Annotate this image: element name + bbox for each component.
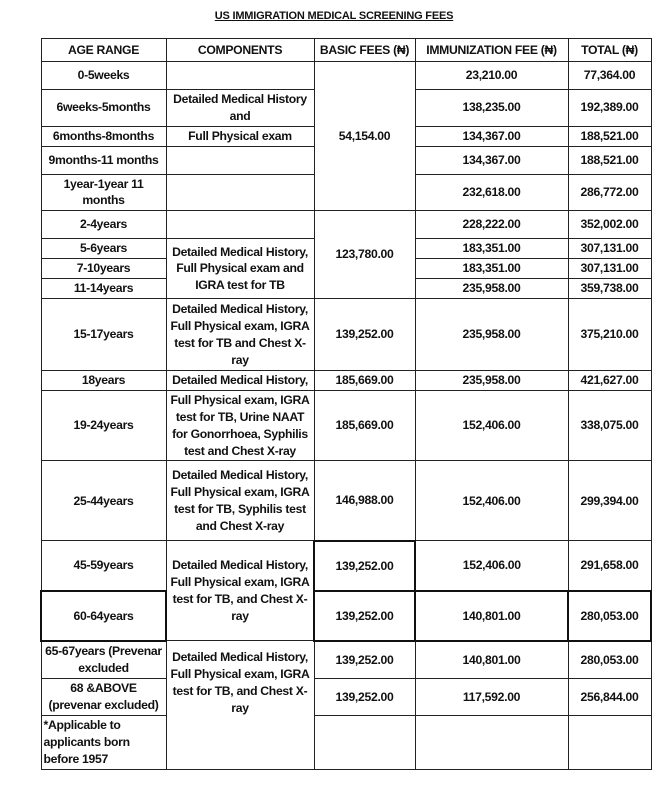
immunization-cell: 140,801.00 (415, 591, 568, 641)
age-cell: 6months-8months (41, 126, 166, 146)
immunization-cell: 138,235.00 (415, 90, 568, 127)
age-cell: 5-6years (41, 239, 166, 259)
immunization-cell: 23,210.00 (415, 62, 568, 90)
basic-fee-cell: 139,252.00 (314, 541, 415, 591)
components-cell: Full Physical exam (166, 126, 314, 146)
total-cell: 188,521.00 (568, 126, 651, 146)
total-cell: 188,521.00 (568, 146, 651, 174)
age-cell: 19-24years (41, 391, 166, 461)
table-row (41, 641, 651, 679)
table-row (41, 591, 651, 641)
immunization-cell: 235,958.00 (415, 279, 568, 299)
immunization-cell: 152,406.00 (415, 541, 568, 591)
immunization-cell: 134,367.00 (415, 126, 568, 146)
age-cell: 2-4years (41, 211, 166, 239)
total-cell: 421,627.00 (568, 371, 651, 391)
total-cell: 77,364.00 (568, 62, 651, 90)
total-cell: 307,131.00 (568, 259, 651, 279)
footnote-cell: *Applicable to applicants born before 1957 (41, 716, 166, 770)
age-cell: 9months-11 months (41, 146, 166, 174)
immunization-cell: 228,222.00 (415, 211, 568, 239)
header-total: TOTAL (₦) (568, 39, 651, 62)
total-cell: 299,394.00 (568, 461, 651, 541)
components-cell: Detailed Medical History, Full Physical exam, IGRA test for TB and Chest X-ray (166, 299, 314, 371)
components-cell: Detailed Medical History, Full Physical exam, IGRA test for TB, and Chest X-ray (166, 641, 314, 770)
components-cell-empty (166, 174, 314, 211)
immunization-cell: 235,958.00 (415, 299, 568, 371)
age-cell: 68 &ABOVE (prevenar excluded) (41, 679, 166, 716)
total-cell: 375,210.00 (568, 299, 651, 371)
total-cell: 280,053.00 (568, 641, 651, 679)
components-cell: Detailed Medical History, (166, 371, 314, 391)
table-row (41, 211, 651, 239)
components-cell-empty (166, 146, 314, 174)
total-cell: 256,844.00 (568, 679, 651, 716)
age-cell: 45-59years (41, 541, 166, 591)
header-age-range: AGE RANGE (41, 39, 166, 62)
empty-cell (568, 716, 651, 770)
basic-fee-cell: 54,154.00 (314, 62, 415, 211)
total-cell: 352,002.00 (568, 211, 651, 239)
immunization-cell: 235,958.00 (415, 371, 568, 391)
basic-fee-cell: 139,252.00 (314, 679, 415, 716)
total-cell: 291,658.00 (568, 541, 651, 591)
immunization-cell: 232,618.00 (415, 174, 568, 211)
age-cell: 15-17years (41, 299, 166, 371)
header-basic-fees: BASIC FEES (₦) (314, 39, 415, 62)
age-cell: 6weeks-5months (41, 90, 166, 127)
empty-cell (415, 716, 568, 770)
basic-fee-cell: 146,988.00 (314, 461, 415, 541)
table-row (41, 541, 651, 591)
components-cell: Full Physical exam, IGRA test for TB, Urine NAAT for Gonorrhoea, Syphilis test and Chest X-ray (166, 391, 314, 461)
header-components: COMPONENTS (166, 39, 314, 62)
age-cell: 60-64years (41, 591, 166, 641)
empty-cell (314, 716, 415, 770)
components-cell-empty (166, 62, 314, 90)
age-cell: 65-67years (Prevenar excluded (41, 641, 166, 679)
header-immunization-fee: IMMUNIZATION FEE (₦) (415, 39, 568, 62)
components-cell: Detailed Medical History, Full Physical exam and IGRA test for TB (166, 239, 314, 299)
components-cell: Detailed Medical History and (166, 90, 314, 127)
table-header-row (41, 39, 651, 62)
table-row (41, 716, 651, 770)
age-cell: 7-10years (41, 259, 166, 279)
basic-fee-cell: 139,252.00 (314, 299, 415, 371)
components-cell: Detailed Medical History, Full Physical exam, IGRA test for TB, Syphilis test and Chest X-ray (166, 461, 314, 541)
total-cell: 192,389.00 (568, 90, 651, 127)
basic-fee-cell: 139,252.00 (314, 591, 415, 641)
age-cell: 11-14years (41, 279, 166, 299)
table-row (41, 461, 651, 541)
age-cell: 1year-1year 11 months (41, 174, 166, 211)
components-cell-empty (166, 211, 314, 239)
age-cell: 18years (41, 371, 166, 391)
fees-table (40, 38, 652, 770)
basic-fee-cell: 123,780.00 (314, 211, 415, 299)
age-cell: 0-5weeks (41, 62, 166, 90)
total-cell: 338,075.00 (568, 391, 651, 461)
age-cell: 25-44years (41, 461, 166, 541)
total-cell: 359,738.00 (568, 279, 651, 299)
immunization-cell: 117,592.00 (415, 679, 568, 716)
components-cell: Detailed Medical History, Full Physical exam, IGRA test for TB, and Chest X-ray (166, 541, 314, 641)
table-row (41, 299, 651, 371)
basic-fee-cell: 185,669.00 (314, 371, 415, 391)
basic-fee-cell: 185,669.00 (314, 391, 415, 461)
total-cell: 280,053.00 (568, 591, 651, 641)
immunization-cell: 134,367.00 (415, 146, 568, 174)
immunization-cell: 183,351.00 (415, 259, 568, 279)
total-cell: 307,131.00 (568, 239, 651, 259)
immunization-cell: 140,801.00 (415, 641, 568, 679)
table-row (41, 371, 651, 391)
immunization-cell: 152,406.00 (415, 391, 568, 461)
total-cell: 286,772.00 (568, 174, 651, 211)
page-title: US IMMIGRATION MEDICAL SCREENING FEES (214, 10, 454, 22)
immunization-cell: 152,406.00 (415, 461, 568, 541)
table-row (41, 62, 651, 90)
table-row (41, 391, 651, 461)
table-row (41, 679, 651, 716)
basic-fee-cell: 139,252.00 (314, 641, 415, 679)
immunization-cell: 183,351.00 (415, 239, 568, 259)
